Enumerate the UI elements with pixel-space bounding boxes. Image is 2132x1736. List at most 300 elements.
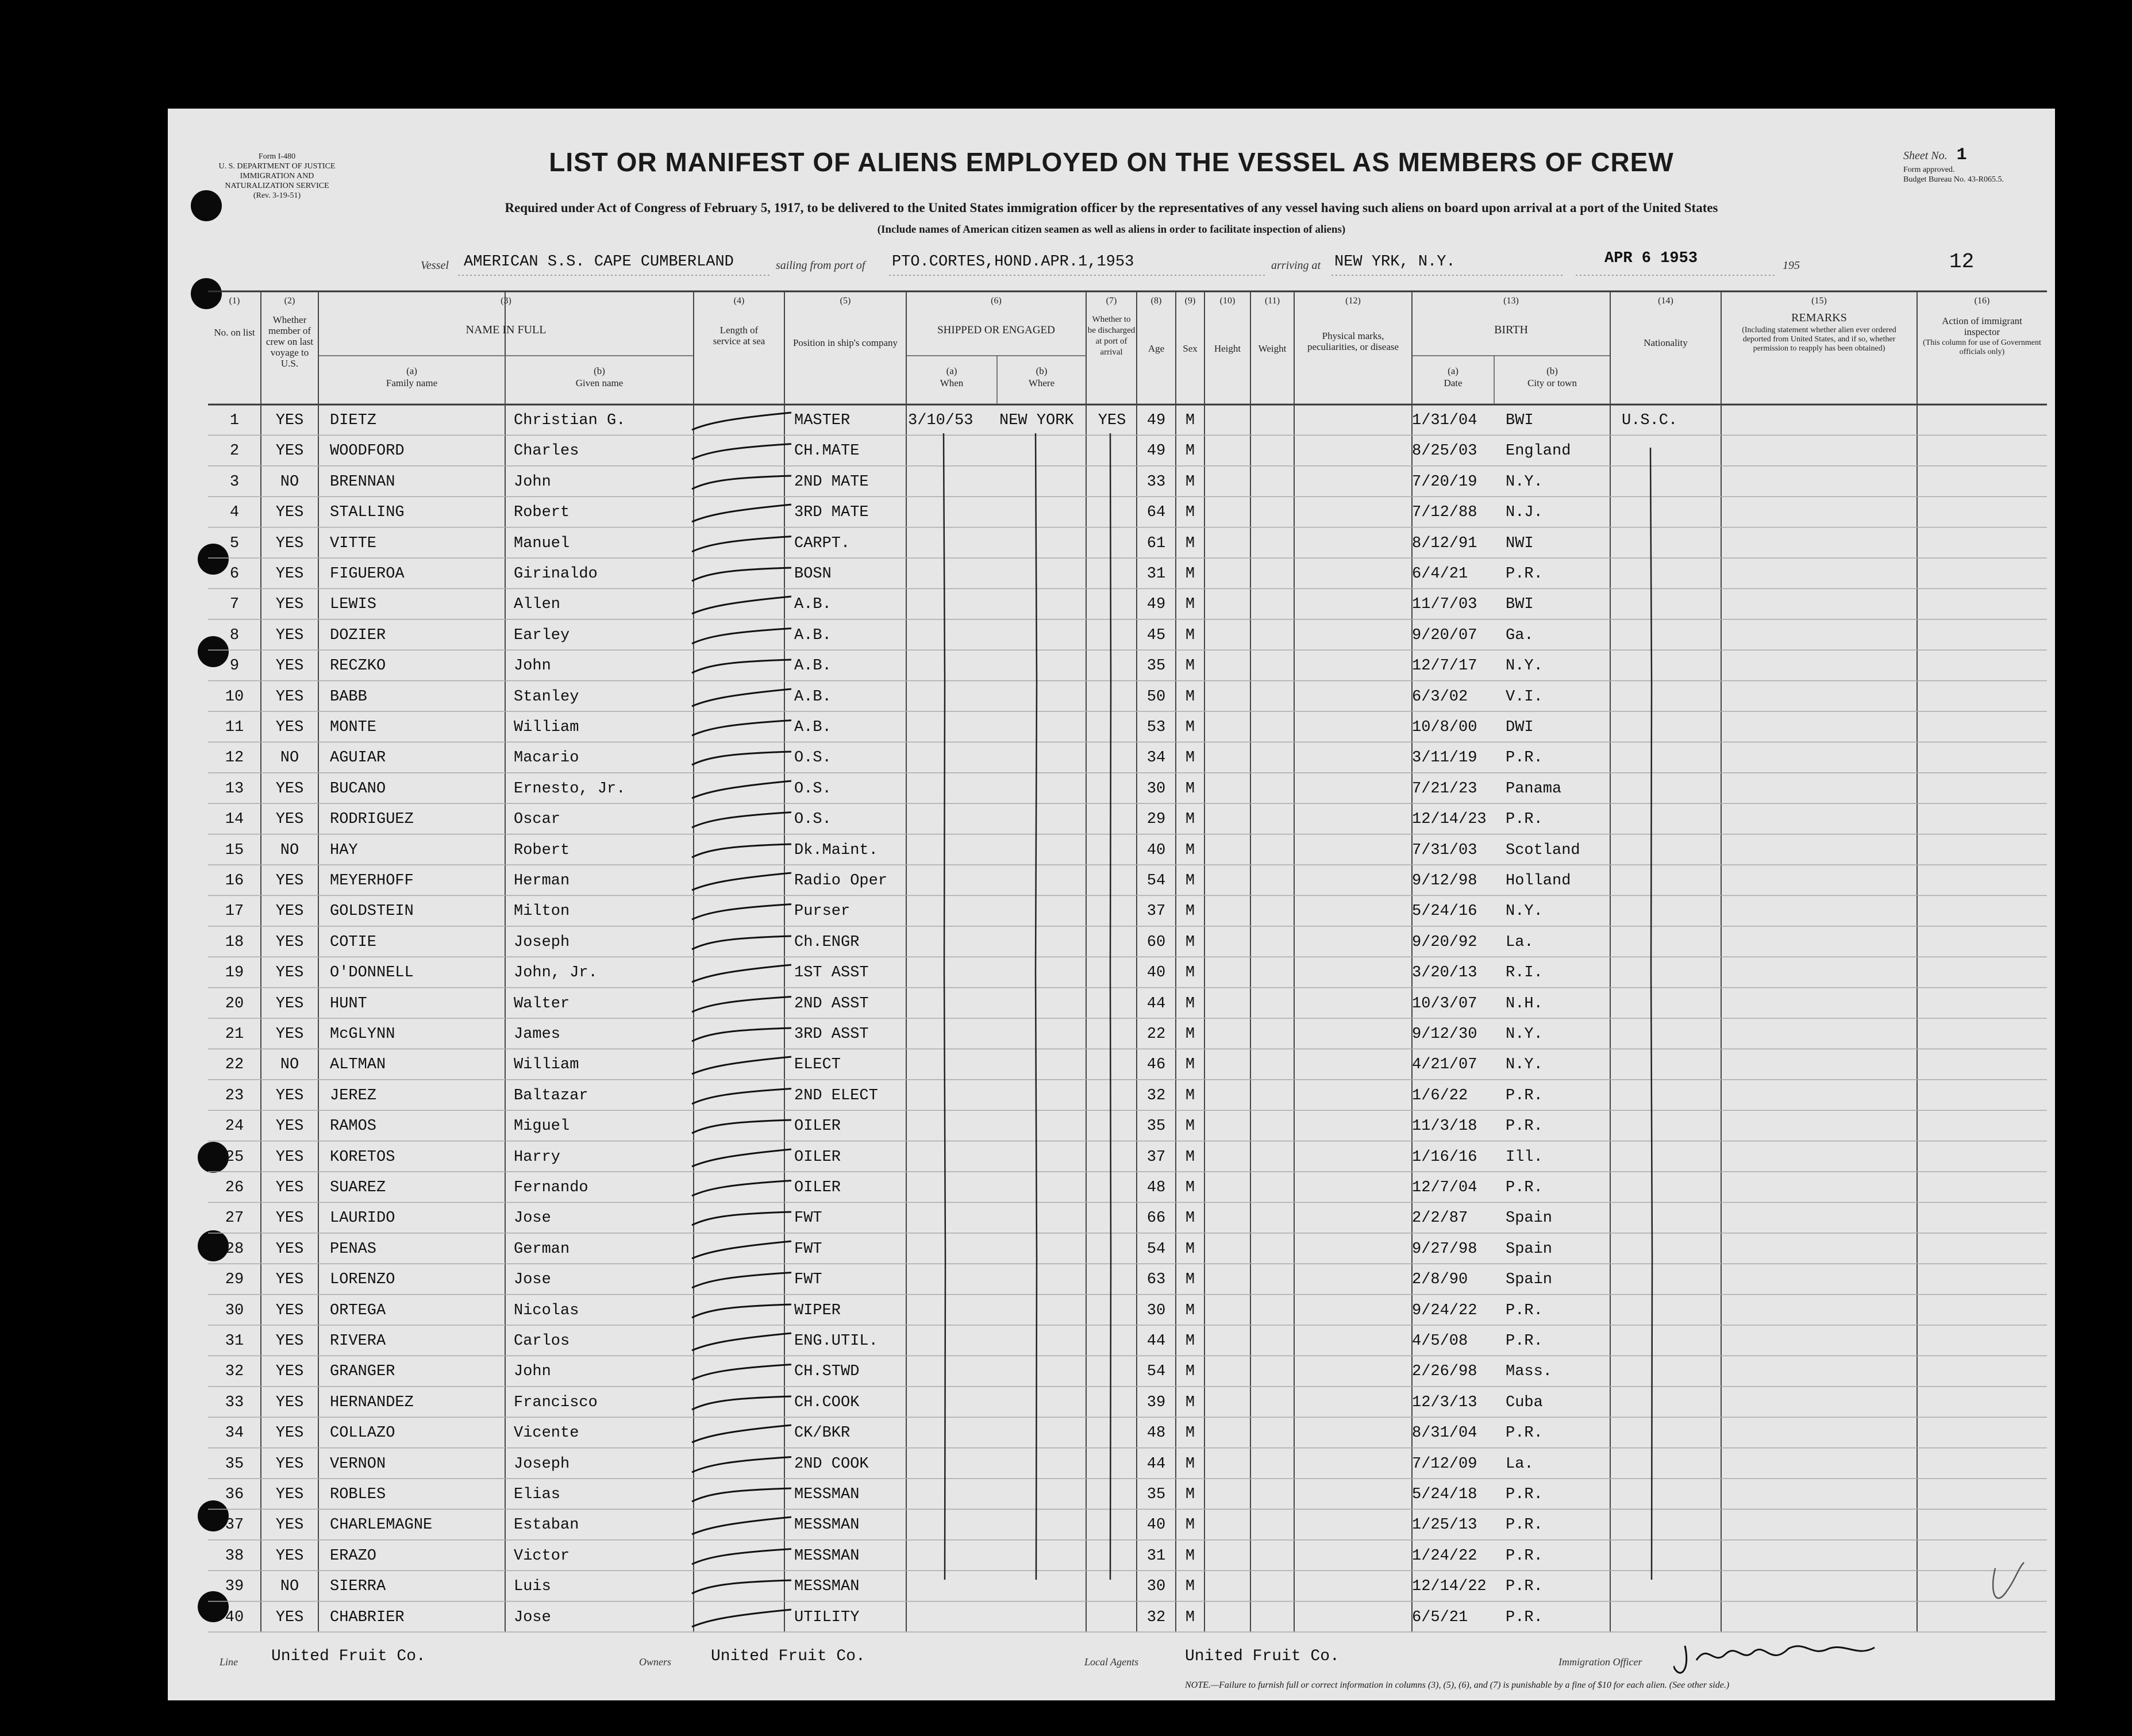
birth-date: 10/3/07 — [1412, 995, 1477, 1013]
col-13a-label: Date — [1444, 378, 1463, 388]
position: Dk.Maint. — [794, 841, 878, 859]
position: 2ND ASST — [794, 995, 869, 1013]
given-name: Robert — [514, 841, 570, 859]
family-name: KORETOS — [330, 1148, 395, 1166]
position: 2ND ELECT — [794, 1087, 878, 1104]
given-name: Miguel — [514, 1118, 570, 1135]
row-number: 15 — [225, 841, 244, 859]
position: OILER — [794, 1179, 841, 1196]
family-name: GRANGER — [330, 1363, 395, 1381]
prev-voyage: YES — [275, 811, 304, 829]
row-number: 36 — [225, 1486, 244, 1503]
row-number: 24 — [225, 1118, 244, 1135]
birth-date: 1/24/22 — [1412, 1547, 1477, 1565]
col-3a-number: (a) — [406, 365, 417, 376]
sex: M — [1185, 1486, 1195, 1503]
family-name: LEWIS — [330, 596, 377, 614]
col-3-number: (3) — [501, 296, 511, 306]
birth-date: 6/5/21 — [1412, 1608, 1468, 1626]
prev-voyage: YES — [275, 442, 304, 460]
sex: M — [1185, 1333, 1195, 1350]
sex: M — [1185, 688, 1195, 706]
col-10-label: Height — [1214, 343, 1241, 354]
row-number: 21 — [225, 1026, 244, 1043]
sex: M — [1185, 933, 1195, 951]
family-name: JEREZ — [330, 1087, 377, 1104]
family-name: GOLDSTEIN — [330, 903, 414, 921]
age: 46 — [1146, 1056, 1166, 1074]
position: Ch.ENGR — [794, 933, 860, 951]
prev-voyage: YES — [275, 1118, 304, 1135]
row-number: 20 — [225, 995, 244, 1013]
col-4-number: (4) — [733, 296, 745, 306]
sex: M — [1185, 473, 1195, 491]
given-name: Earley — [514, 626, 570, 644]
birth-date: 4/5/08 — [1412, 1333, 1468, 1350]
prev-voyage: YES — [275, 688, 304, 706]
penalty-note: NOTE.—Failure to furnish full or correct information in columns (3), (5), (6), and (7) is punishable by a fine of $10 for each alien. (See other side.) — [1185, 1680, 1730, 1690]
age: 32 — [1146, 1608, 1166, 1626]
birth-date: 9/27/98 — [1412, 1240, 1477, 1258]
given-name: Baltazar — [514, 1087, 588, 1104]
row-number: 12 — [225, 749, 244, 767]
birth-city: P.R. — [1506, 749, 1543, 767]
row-number: 32 — [225, 1363, 244, 1381]
prev-voyage: YES — [275, 534, 304, 552]
col-5-label: Position in ship's company — [792, 337, 898, 348]
prev-voyage: YES — [275, 1333, 304, 1350]
col-10-number: (10) — [1219, 296, 1236, 306]
birth-city: Spain — [1506, 1210, 1553, 1227]
birth-city: N.Y. — [1506, 657, 1543, 675]
sex: M — [1185, 657, 1195, 675]
given-name: Jose — [514, 1271, 551, 1289]
owners-label: Owners — [639, 1656, 672, 1668]
family-name: HAY — [330, 841, 358, 859]
sex: M — [1185, 1179, 1195, 1196]
given-name: Herman — [514, 872, 570, 890]
position: A.B. — [794, 688, 832, 706]
form-service: IMMIGRATION AND NATURALIZATION SERVICE — [225, 172, 329, 190]
row-number: 2 — [229, 442, 240, 460]
age: 61 — [1146, 534, 1166, 552]
given-name: Luis — [514, 1578, 551, 1596]
position: OILER — [794, 1118, 841, 1135]
birth-date: 12/7/04 — [1412, 1179, 1477, 1196]
given-name: German — [514, 1240, 570, 1258]
row-number: 5 — [229, 534, 240, 552]
age: 44 — [1146, 1333, 1166, 1350]
age: 44 — [1146, 1455, 1166, 1473]
col-6a-number: (a) — [946, 365, 957, 376]
birth-city: N.Y. — [1506, 903, 1543, 921]
col-13b-number: (b) — [1546, 365, 1558, 376]
prev-voyage: YES — [275, 1547, 304, 1565]
given-name: William — [514, 1056, 579, 1074]
col-1-label: No. on list — [214, 327, 255, 338]
position: 3RD ASST — [794, 1026, 869, 1043]
position: FWT — [794, 1240, 822, 1258]
age: 35 — [1146, 657, 1166, 675]
budget-bureau: Budget Bureau No. 43-R065.5. — [1903, 175, 2004, 184]
given-name: John — [514, 657, 551, 675]
family-name: McGLYNN — [330, 1026, 395, 1043]
given-name: Ernesto, Jr. — [514, 780, 626, 798]
birth-date: 7/31/03 — [1412, 841, 1477, 859]
col-13-label: BIRTH — [1494, 324, 1528, 336]
given-name: Charles — [514, 442, 579, 460]
birth-city: BWI — [1506, 412, 1534, 429]
family-name: FIGUEROA — [330, 565, 405, 583]
prev-voyage: YES — [275, 1394, 304, 1411]
age: 45 — [1146, 626, 1166, 644]
row-number: 40 — [225, 1608, 244, 1626]
row-number: 10 — [225, 688, 244, 706]
row-number: 19 — [225, 964, 244, 982]
line-label: Line — [220, 1656, 238, 1668]
col-8-label: Age — [1148, 343, 1165, 354]
sex: M — [1185, 995, 1195, 1013]
position: CH.COOK — [794, 1394, 860, 1411]
position: MESSMAN — [794, 1516, 860, 1534]
birth-city: P.R. — [1506, 1425, 1543, 1442]
birth-city: Panama — [1506, 780, 1562, 798]
age: 54 — [1146, 872, 1166, 890]
birth-city: P.R. — [1506, 1302, 1543, 1319]
sex: M — [1185, 872, 1195, 890]
arrival-date-stamp: APR 6 1953 — [1604, 250, 1698, 267]
birth-city: La. — [1506, 933, 1534, 951]
sex: M — [1185, 534, 1195, 552]
age: 40 — [1146, 1516, 1166, 1534]
row-number: 14 — [225, 811, 244, 829]
sex: M — [1185, 841, 1195, 859]
birth-date: 7/20/19 — [1412, 473, 1477, 491]
age: 37 — [1146, 903, 1166, 921]
col-15-note: (Including statement whether alien ever ordered deported from United States, and if so, whether permission to reapply has been obtained) — [1742, 326, 1896, 353]
given-name: Estaban — [514, 1516, 579, 1534]
shipped-where: NEW YORK — [999, 412, 1074, 429]
birth-date: 1/31/04 — [1412, 412, 1477, 429]
sex: M — [1185, 1516, 1195, 1534]
row-number: 17 — [225, 903, 244, 921]
given-name: John — [514, 1363, 551, 1381]
family-name: SUAREZ — [330, 1179, 386, 1196]
prev-voyage: YES — [275, 504, 304, 522]
age: 40 — [1146, 964, 1166, 982]
sailing-from: PTO.CORTES,HOND.APR.1,1953 — [892, 253, 1134, 271]
row-number: 38 — [225, 1547, 244, 1565]
manifest-subtitle: Required under Act of Congress of February 5, 1917, to be delivered to the United States immigration officer by the representatives of any vessel having such aliens on board upon arrival at a port of the United States — [505, 201, 1718, 215]
birth-date: 5/24/18 — [1412, 1486, 1477, 1503]
row-number: 6 — [229, 565, 240, 583]
form-number: Form I-480 — [258, 152, 296, 161]
given-name: Joseph — [514, 933, 570, 951]
given-name: James — [514, 1026, 561, 1043]
age: 35 — [1146, 1486, 1166, 1503]
age: 60 — [1146, 933, 1166, 951]
birth-date: 7/21/23 — [1412, 780, 1477, 798]
position: OILER — [794, 1148, 841, 1166]
given-name: Robert — [514, 504, 570, 522]
year-suffix: 195 — [1783, 259, 1800, 272]
position: 2ND MATE — [794, 473, 869, 491]
prev-voyage: YES — [275, 1608, 304, 1626]
birth-city: P.R. — [1506, 1486, 1543, 1503]
sex: M — [1185, 1608, 1195, 1626]
owners-value: United Fruit Co. — [711, 1648, 865, 1665]
sex: M — [1185, 749, 1195, 767]
birth-date: 9/12/30 — [1412, 1026, 1477, 1043]
row-number: 7 — [229, 596, 240, 614]
sex: M — [1185, 780, 1195, 798]
family-name: COTIE — [330, 933, 377, 951]
birth-date: 1/6/22 — [1412, 1087, 1468, 1104]
sex: M — [1185, 1026, 1195, 1043]
family-name: BABB — [330, 688, 367, 706]
birth-date: 11/3/18 — [1412, 1118, 1477, 1135]
row-number: 11 — [225, 719, 244, 736]
shipped-when: 3/10/53 — [908, 412, 973, 429]
col-3-label: NAME IN FULL — [465, 324, 547, 336]
given-name: Oscar — [514, 811, 561, 829]
birth-city: Spain — [1506, 1271, 1553, 1289]
position: FWT — [794, 1210, 822, 1227]
position: O.S. — [794, 780, 832, 798]
family-name: SIERRA — [330, 1578, 386, 1596]
family-name: RODRIGUEZ — [330, 811, 414, 829]
col-11-label: Weight — [1258, 343, 1287, 354]
col-6b-number: (b) — [1036, 365, 1048, 376]
position: MESSMAN — [794, 1547, 860, 1565]
position: 1ST ASST — [794, 964, 869, 982]
family-name: MONTE — [330, 719, 377, 736]
birth-date: 6/4/21 — [1412, 565, 1468, 583]
row-number: 1 — [229, 412, 240, 429]
birth-date: 1/25/13 — [1412, 1516, 1477, 1534]
row-number: 16 — [225, 872, 244, 890]
prev-voyage: YES — [275, 995, 304, 1013]
family-name: CHARLEMAGNE — [330, 1516, 433, 1534]
family-name: RIVERA — [330, 1333, 386, 1350]
sex: M — [1185, 1087, 1195, 1104]
prev-voyage: YES — [275, 1210, 304, 1227]
vessel-name: AMERICAN S.S. CAPE CUMBERLAND — [464, 253, 734, 271]
row-number: 31 — [225, 1333, 244, 1350]
given-name: Stanley — [514, 688, 579, 706]
birth-date: 9/24/22 — [1412, 1302, 1477, 1319]
arriving-at: NEW YRK, N.Y. — [1334, 253, 1456, 271]
prev-voyage: YES — [275, 626, 304, 644]
birth-date: 1/16/16 — [1412, 1148, 1477, 1166]
row-number: 28 — [225, 1240, 244, 1258]
prev-voyage: YES — [275, 657, 304, 675]
row-number: 33 — [225, 1394, 244, 1411]
birth-city: P.R. — [1506, 1118, 1543, 1135]
given-name: Allen — [514, 596, 561, 614]
col-3b-label: Given name — [575, 378, 624, 388]
col-11-number: (11) — [1264, 296, 1280, 306]
birth-date: 12/14/23 — [1412, 811, 1487, 829]
prev-voyage: YES — [275, 1455, 304, 1473]
birth-city: Ga. — [1506, 626, 1534, 644]
given-name: Girinaldo — [514, 565, 598, 583]
manifest-title: LIST OR MANIFEST OF ALIENS EMPLOYED ON THE VESSEL AS MEMBERS OF CREW — [549, 147, 1674, 177]
position: BOSN — [794, 565, 832, 583]
birth-date: 7/12/88 — [1412, 504, 1477, 522]
col-13b-label: City or town — [1527, 378, 1577, 388]
col-12-number: (12) — [1345, 296, 1361, 306]
birth-city: BWI — [1506, 596, 1534, 614]
age: 49 — [1146, 596, 1166, 614]
sex: M — [1185, 1302, 1195, 1319]
position: A.B. — [794, 626, 832, 644]
age: 39 — [1146, 1394, 1166, 1411]
position: WIPER — [794, 1302, 841, 1319]
col-3b-number: (b) — [594, 365, 605, 376]
row-number: 30 — [225, 1302, 244, 1319]
prev-voyage: YES — [275, 780, 304, 798]
col-12-label: Physical marks, peculiarities, or disease — [1307, 330, 1399, 352]
family-name: BRENNAN — [330, 473, 395, 491]
birth-date: 3/20/13 — [1412, 964, 1477, 982]
form-revision: (Rev. 3-19-51) — [253, 191, 301, 200]
family-name: ROBLES — [330, 1486, 386, 1503]
age: 64 — [1146, 504, 1166, 522]
age: 29 — [1146, 811, 1166, 829]
position: ENG.UTIL. — [794, 1333, 878, 1350]
birth-city: La. — [1506, 1455, 1534, 1473]
prev-voyage: YES — [275, 1087, 304, 1104]
age: 31 — [1146, 565, 1166, 583]
nationality: U.S.C. — [1622, 412, 1678, 429]
row-number: 13 — [225, 780, 244, 798]
birth-date: 11/7/03 — [1412, 596, 1477, 614]
given-name: Elias — [514, 1486, 561, 1503]
age: 54 — [1146, 1363, 1166, 1381]
birth-date: 10/8/00 — [1412, 719, 1477, 736]
position: CARPT. — [794, 534, 851, 552]
prev-voyage: YES — [275, 903, 304, 921]
age: 54 — [1146, 1240, 1166, 1258]
sex: M — [1185, 442, 1195, 460]
row-number: 8 — [229, 626, 240, 644]
family-name: CHABRIER — [330, 1608, 405, 1626]
manifest-subnote: (Include names of American citizen seamen as well as aliens in order to facilitate inspection of aliens) — [877, 224, 1346, 236]
family-name: RAMOS — [330, 1118, 377, 1135]
age: 34 — [1146, 749, 1166, 767]
col-15-number: (15) — [1811, 296, 1827, 306]
given-name: Christian G. — [514, 412, 626, 429]
family-name: HUNT — [330, 995, 367, 1013]
given-name: Francisco — [514, 1394, 598, 1411]
prev-voyage: NO — [280, 1056, 299, 1074]
position: O.S. — [794, 811, 832, 829]
prev-voyage: YES — [275, 1148, 304, 1166]
birth-date: 5/24/16 — [1412, 903, 1477, 921]
birth-city: NWI — [1506, 534, 1534, 552]
family-name: COLLAZO — [330, 1425, 395, 1442]
row-number: 9 — [229, 657, 240, 675]
col-6-label: SHIPPED OR ENGAGED — [937, 324, 1055, 336]
birth-city: N.Y. — [1506, 1026, 1543, 1043]
row-number: 22 — [225, 1056, 244, 1074]
position: A.B. — [794, 719, 832, 736]
given-name: John — [514, 473, 551, 491]
prev-voyage: YES — [275, 1486, 304, 1503]
birth-date: 9/12/98 — [1412, 872, 1477, 890]
col-9-label: Sex — [1183, 343, 1198, 354]
sex: M — [1185, 1394, 1195, 1411]
age: 63 — [1146, 1271, 1166, 1289]
row-number: 37 — [225, 1516, 244, 1534]
row-number: 26 — [225, 1179, 244, 1196]
given-name: Victor — [514, 1547, 570, 1565]
prev-voyage: YES — [275, 719, 304, 736]
row-number: 27 — [225, 1210, 244, 1227]
given-name: Milton — [514, 903, 570, 921]
row-number: 29 — [225, 1271, 244, 1289]
sex: M — [1185, 1240, 1195, 1258]
sex: M — [1185, 1363, 1195, 1381]
family-name: VERNON — [330, 1455, 386, 1473]
sex: M — [1185, 1056, 1195, 1074]
family-name: STALLING — [330, 504, 405, 522]
prev-voyage: YES — [275, 1240, 304, 1258]
position: FWT — [794, 1271, 822, 1289]
birth-date: 12/14/22 — [1412, 1578, 1487, 1596]
col-5-number: (5) — [840, 296, 851, 306]
family-name: DIETZ — [330, 412, 377, 429]
col-2-number: (2) — [284, 296, 295, 306]
prev-voyage: YES — [275, 1425, 304, 1442]
given-name: Fernando — [514, 1179, 588, 1196]
position: Radio Oper — [794, 872, 888, 890]
col-16-label: Action of immigrant inspector — [1942, 315, 2022, 337]
age: 22 — [1146, 1026, 1166, 1043]
given-name: Jose — [514, 1608, 551, 1626]
birth-city: P.R. — [1506, 1516, 1543, 1534]
row-number: 3 — [229, 473, 240, 491]
prev-voyage: NO — [280, 1578, 299, 1596]
birth-date: 6/3/02 — [1412, 688, 1468, 706]
position: ELECT — [794, 1056, 841, 1074]
prev-voyage: YES — [275, 412, 304, 429]
col-13-number: (13) — [1503, 296, 1519, 306]
col-2-label: Whether member of crew on last voyage to U.S. — [265, 314, 314, 369]
vessel-label: Vessel — [421, 259, 449, 272]
given-name: Nicolas — [514, 1302, 579, 1319]
given-name: Macario — [514, 749, 579, 767]
row-number: 4 — [229, 504, 240, 522]
birth-date: 12/3/13 — [1412, 1394, 1477, 1411]
prev-voyage: NO — [280, 749, 299, 767]
given-name: Walter — [514, 995, 570, 1013]
age: 48 — [1146, 1425, 1166, 1442]
prev-voyage: YES — [275, 1179, 304, 1196]
prev-voyage: YES — [275, 964, 304, 982]
birth-date: 8/12/91 — [1412, 534, 1477, 552]
sex: M — [1185, 1210, 1195, 1227]
row-number: 35 — [225, 1455, 244, 1473]
line-value: United Fruit Co. — [271, 1648, 426, 1665]
birth-city: N.Y. — [1506, 473, 1543, 491]
birth-city: Ill. — [1506, 1148, 1543, 1166]
age: 30 — [1146, 1302, 1166, 1319]
sheet-label: Sheet No. — [1903, 149, 1948, 162]
officer-signature — [1673, 1631, 1938, 1683]
family-name: VITTE — [330, 534, 377, 552]
